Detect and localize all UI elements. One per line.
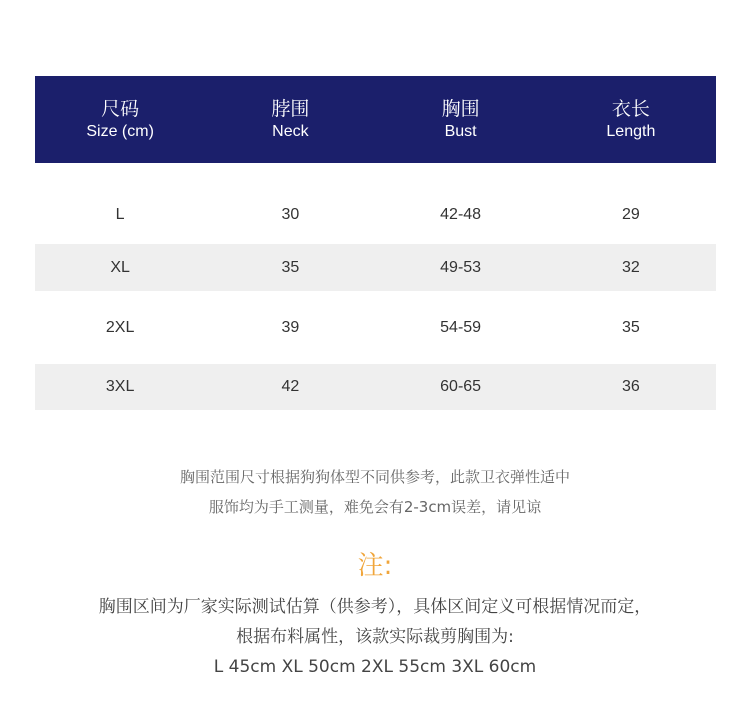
header-bust bbox=[376, 76, 546, 163]
bust-notes bbox=[0, 592, 750, 682]
cell-length: 32 bbox=[621, 258, 640, 276]
header-neck-en: Neck bbox=[272, 123, 309, 140]
cell-bust: 60-65 bbox=[440, 378, 482, 395]
cell-bust: 49-53 bbox=[440, 258, 482, 276]
header-bust-zh: 胸围 bbox=[441, 98, 480, 120]
note-line-5: L 45cm XL 50cm 2XL 55cm 3XL 60cm bbox=[213, 657, 537, 677]
cell-neck: 35 bbox=[281, 258, 300, 276]
size-table bbox=[35, 76, 716, 410]
note-line-2: 服饰均为手工测量，难免会有2-3cm误差，请见谅 bbox=[208, 498, 542, 516]
cell-bust: 42-48 bbox=[440, 205, 482, 223]
cell-neck: 42 bbox=[281, 378, 300, 395]
header-size bbox=[35, 76, 205, 163]
header-size-en: Size (cm) bbox=[86, 123, 154, 140]
cell-bust: 54-59 bbox=[440, 318, 482, 336]
table-row bbox=[35, 291, 716, 364]
note-title: 注: bbox=[357, 551, 393, 581]
cell-neck: 30 bbox=[281, 205, 300, 223]
measurement-notes bbox=[0, 462, 750, 522]
note-line-1: 胸围范围尺寸根据狗狗体型不同供参考，此款卫衣弹性适中 bbox=[179, 468, 570, 486]
table-row bbox=[35, 244, 716, 291]
table-row bbox=[35, 185, 716, 244]
cell-neck: 39 bbox=[281, 318, 300, 336]
header-length-en: Length bbox=[606, 123, 656, 140]
cell-size: 3XL bbox=[105, 378, 135, 395]
header-length-zh: 衣长 bbox=[611, 98, 650, 120]
header-size-zh: 尺码 bbox=[101, 98, 140, 120]
header-neck bbox=[205, 76, 375, 163]
cell-length: 29 bbox=[621, 205, 640, 223]
cell-size: L bbox=[115, 205, 125, 223]
header-length bbox=[546, 76, 716, 163]
header-neck-zh: 脖围 bbox=[271, 98, 310, 120]
header-spacer bbox=[35, 163, 716, 185]
header-bust-en: Bust bbox=[444, 123, 477, 140]
table-row bbox=[35, 364, 716, 410]
cell-length: 35 bbox=[621, 318, 640, 336]
note-line-3: 胸围区间为厂家实际测试估算（供参考），具体区间定义可根据情况而定， bbox=[98, 597, 652, 617]
cell-size: XL bbox=[110, 258, 130, 276]
table-header bbox=[35, 76, 716, 163]
note-line-4: 根据布料属性，该款实际裁剪胸围为: bbox=[236, 627, 514, 647]
cell-size: 2XL bbox=[105, 318, 135, 336]
cell-length: 36 bbox=[621, 378, 640, 395]
